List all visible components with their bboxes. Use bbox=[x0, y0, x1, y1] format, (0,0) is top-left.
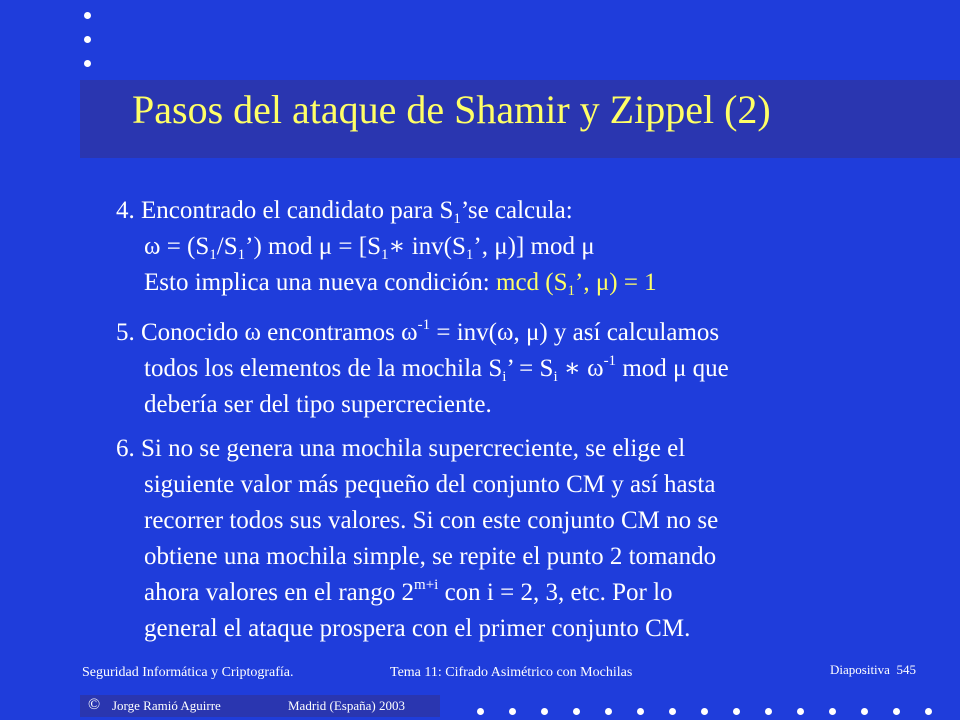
copyright-symbol: © bbox=[88, 696, 101, 713]
step6-line6: general el ataque prospera con el primer conjunto CM. bbox=[144, 615, 691, 642]
step6-line3: recorrer todos sus valores. Si con este conjunto CM no se bbox=[144, 507, 719, 534]
decorative-dot bbox=[573, 708, 580, 715]
step5-line1: 5. Conocido ω encontramos $\omega^{-1} = inv(\omega$, μ) y así calculamos bbox=[116, 317, 720, 346]
decorative-dot bbox=[797, 708, 804, 715]
decorative-dot bbox=[733, 708, 740, 715]
decorative-dot bbox=[669, 708, 676, 715]
decorative-dot bbox=[84, 60, 91, 67]
footer-course: Seguridad Informática y Criptografía. bbox=[82, 665, 294, 680]
decorative-dot bbox=[701, 708, 708, 715]
step6-line5: ahora valores en el rango $2^{m+i}$ con i = 2, 3, etc. Por lo bbox=[144, 577, 673, 606]
step6-line4: obtiene una mochila simple, se repite el punto 2 tomando bbox=[144, 543, 717, 570]
decorative-dot bbox=[829, 708, 836, 715]
slide-title: Pasos del ataque de Shamir y Zippel (2) bbox=[132, 87, 771, 132]
decorative-dot bbox=[765, 708, 772, 715]
decorative-dot bbox=[541, 708, 548, 715]
decorative-dot bbox=[861, 708, 868, 715]
decorative-dot bbox=[509, 708, 516, 715]
decorative-dot bbox=[605, 708, 612, 715]
step6-line1: 6. Si no se genera una mochila supercreciente, se elige el bbox=[116, 435, 686, 462]
decorative-dot bbox=[477, 708, 484, 715]
gcd-condition: mcd ($S_1$’, μ) = 1 bbox=[496, 269, 657, 299]
decorative-dot bbox=[84, 12, 91, 19]
decorative-dot bbox=[925, 708, 932, 715]
footer-topic: Tema 11: Cifrado Asimétrico con Mochilas bbox=[390, 665, 633, 680]
step4-line3: Esto implica una nueva condición: mcd ($S_1$’, μ) = 1 bbox=[144, 269, 657, 299]
decorative-dot bbox=[893, 708, 900, 715]
step4-line2: $\omega = (S_1/S_1’)$ mod $\mu = [S_1∗$ $inv(S_1$’, μ)] mod μ bbox=[144, 233, 595, 263]
step5-line3: debería ser del tipo supercreciente. bbox=[144, 391, 492, 418]
decorative-dot bbox=[84, 36, 91, 43]
footer-place: Madrid (España) 2003 bbox=[288, 698, 405, 713]
decorative-dot bbox=[637, 708, 644, 715]
footer-author: Jorge Ramió Aguirre bbox=[112, 698, 221, 713]
step6-line2: siguiente valor más pequeño del conjunto CM y así hasta bbox=[144, 471, 716, 498]
step4-line1: 4. Encontrado el candidato para $S_1’se$ calcula: bbox=[116, 197, 573, 227]
slide-number: Diapositiva 545 bbox=[830, 662, 916, 677]
step5-line2: todos los elementos de la mochila $S_i$’ = $S_i$ ∗ $\omega^{-1}$ mod μ que bbox=[144, 353, 729, 385]
